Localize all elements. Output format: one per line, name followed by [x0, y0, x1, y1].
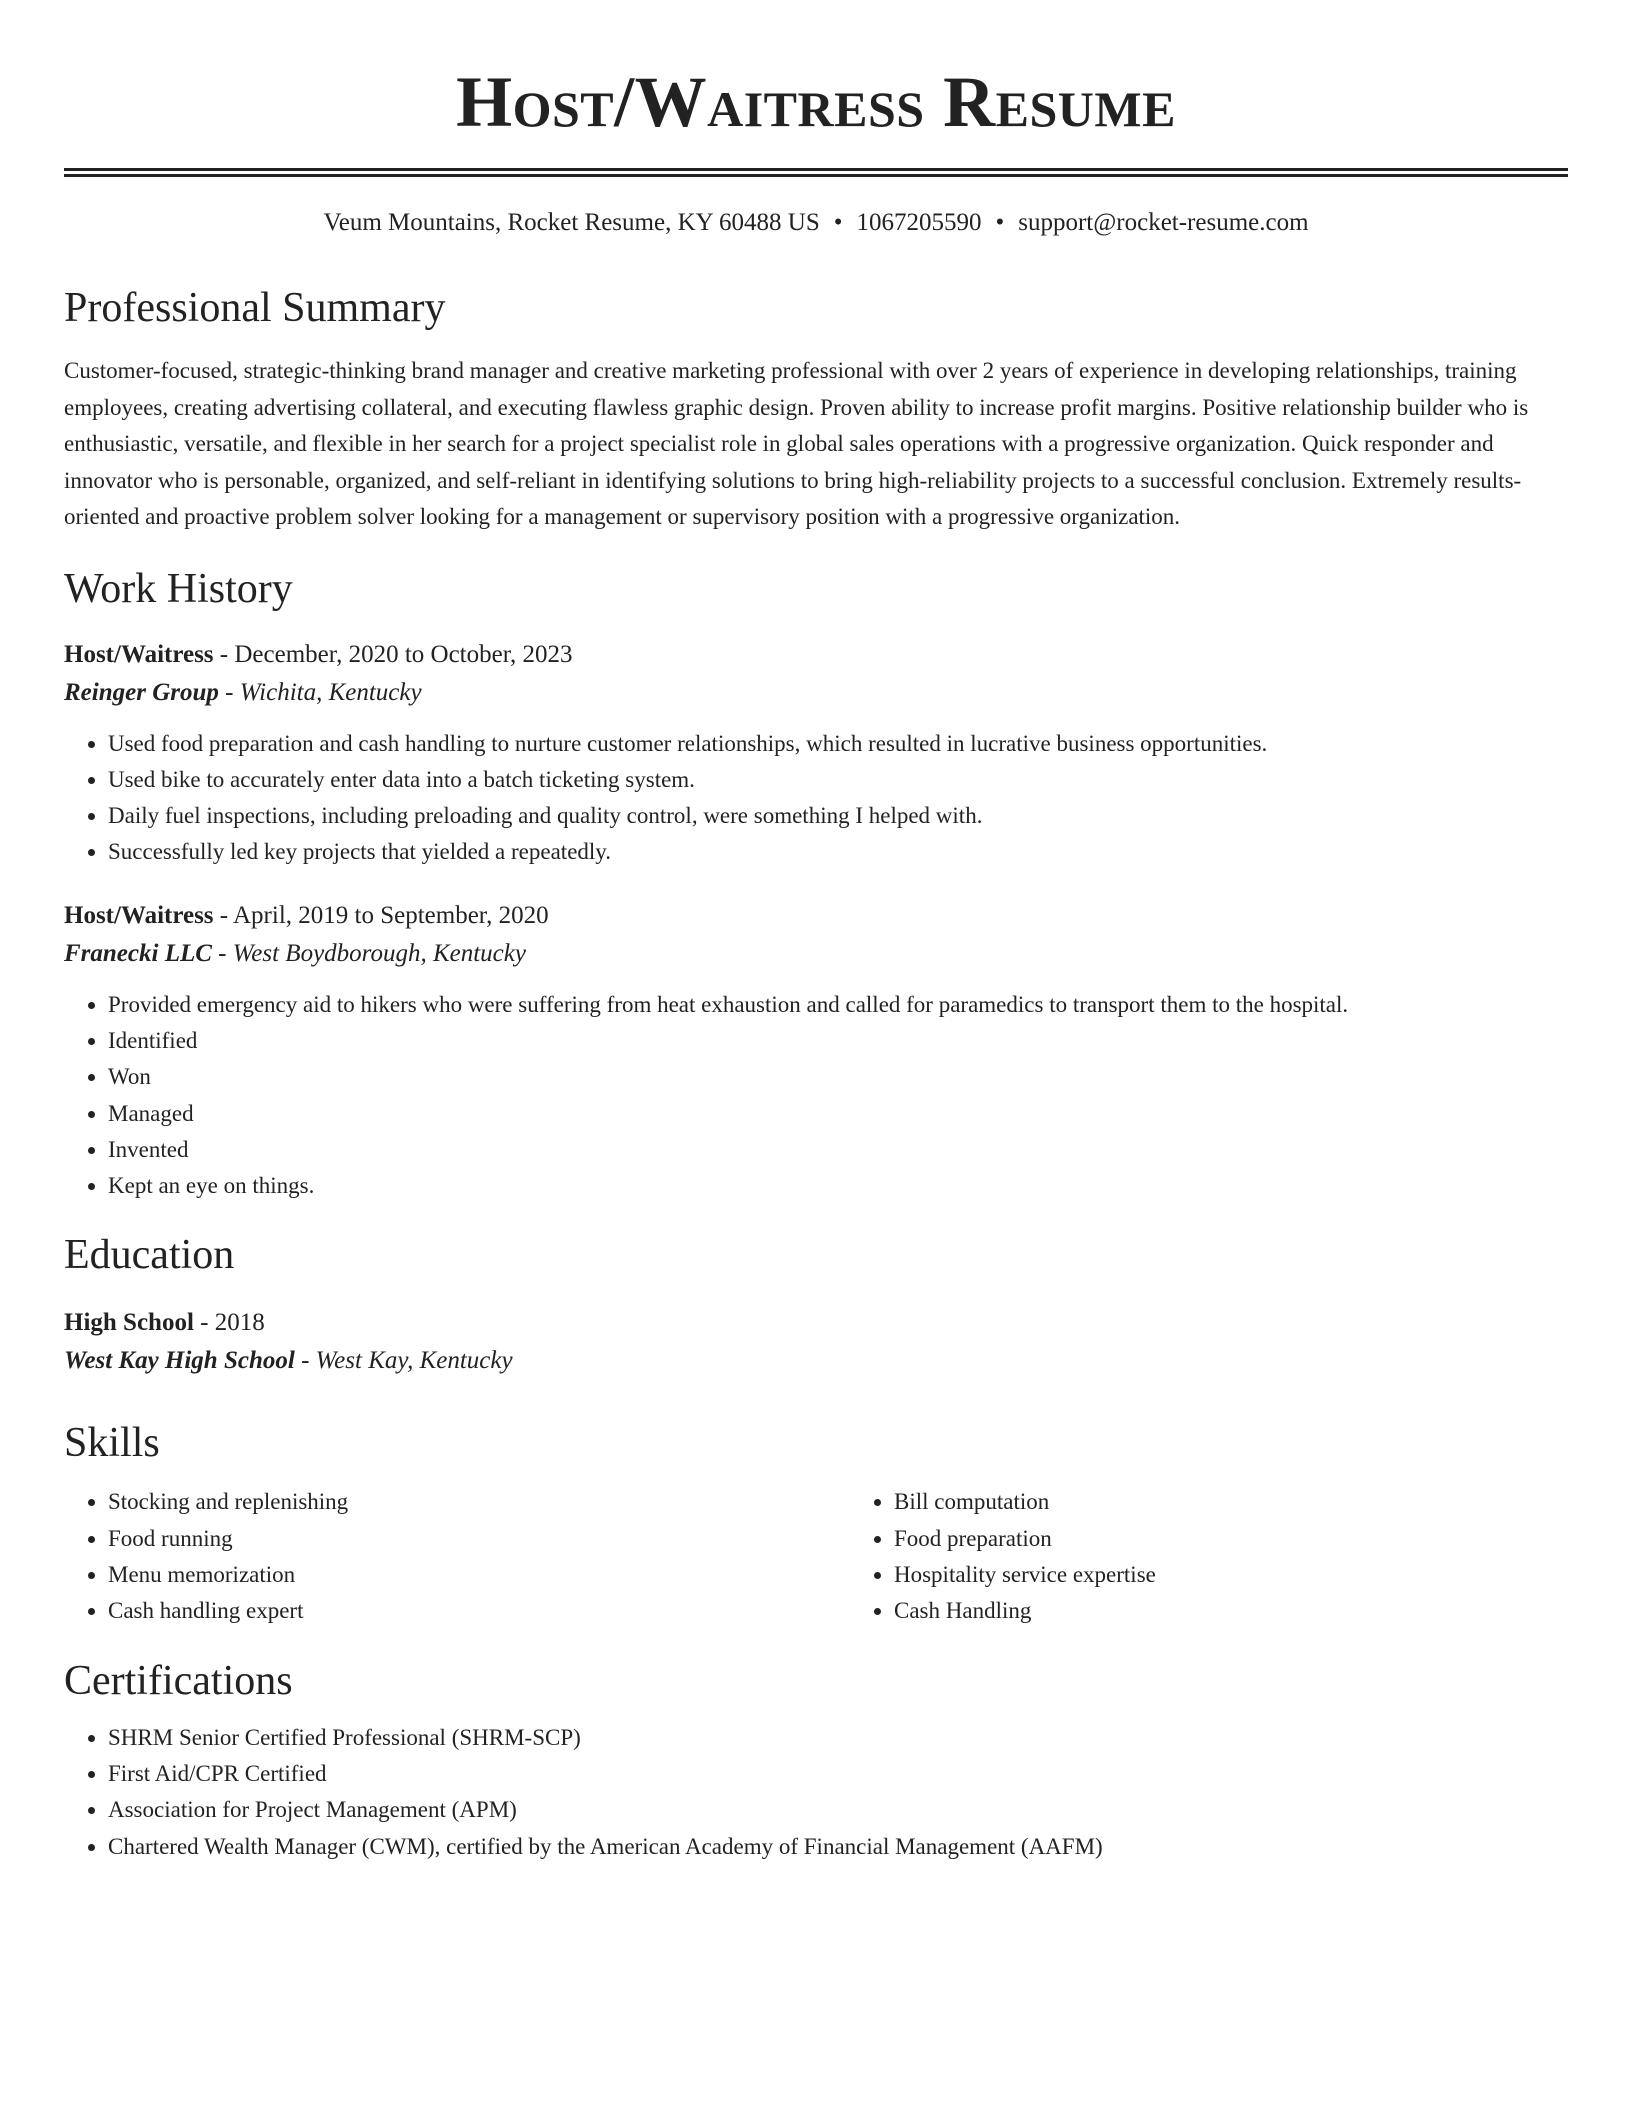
job-bullet: • Used food preparation and cash handling to nurture customer relationships, which resulted in lucrative business opportunities.	[108, 726, 1568, 762]
skill-item: • Bill computation	[894, 1484, 1632, 1520]
job-location: - Wichita, Kentucky	[218, 678, 422, 706]
contact-separator: •	[833, 209, 843, 236]
section-heading-work-history: Work History	[64, 565, 293, 612]
section-heading-summary: Professional Summary	[64, 285, 446, 331]
job-title-line	[64, 636, 1568, 674]
skill-item: • Cash Handling	[894, 1593, 1632, 1629]
education-degree: High School	[64, 1309, 194, 1337]
skill-item: • Cash handling expert	[108, 1593, 850, 1629]
job-dates: - April, 2019 to September, 2020	[213, 901, 549, 929]
contact-address: Veum Mountains, Rocket Resume, KY 60488 US	[323, 209, 820, 236]
job-bullet: • Provided emergency aid to hikers who were suffering from heat exhaustion and called for paramedics to transport them to the hospital.	[108, 987, 1568, 1023]
contact-phone: 1067205590	[856, 209, 982, 236]
title-divider	[64, 168, 1568, 177]
skill-item: • Food running	[108, 1521, 850, 1557]
education-degree-line	[64, 1304, 1568, 1342]
education-entry	[64, 1304, 1568, 1380]
skill-item: • Stocking and replenishing	[108, 1484, 850, 1520]
job-bullet: • Used bike to accurately enter data into a batch ticketing system.	[108, 762, 1568, 798]
job-bullet: • Invented	[108, 1132, 1568, 1168]
skill-item: • Hospitality service expertise	[894, 1557, 1632, 1593]
contact-line	[64, 207, 1568, 239]
job-location: - West Boydborough, Kentucky	[211, 939, 526, 967]
job-company: Reinger Group	[64, 678, 219, 706]
certification-item: • Chartered Wealth Manager (CWM), certified by the American Academy of Financial Management (AAFM)	[108, 1829, 1568, 1865]
skill-item: • Menu memorization	[108, 1557, 850, 1593]
education-location: - West Kay, Kentucky	[294, 1347, 513, 1375]
job-bullets	[64, 987, 1568, 1205]
education-school-line	[64, 1342, 1568, 1380]
section-heading-education: Education	[64, 1232, 235, 1279]
job-company: Franecki LLC	[64, 939, 212, 967]
resume-title: Host/Waitress Resume	[456, 62, 1176, 142]
skills-column-left	[64, 1484, 850, 1629]
job-bullet: • Daily fuel inspections, including preloading and quality control, were something I helped with.	[108, 798, 1568, 834]
skills-column-right	[850, 1484, 1632, 1629]
job-company-line	[64, 674, 1568, 712]
job-title: Host/Waitress	[64, 901, 214, 929]
job-entry	[64, 897, 1568, 1205]
skills-grid	[64, 1484, 1568, 1629]
summary-text: Customer-focused, strategic-thinking brand manager and creative marketing professional with over 2 years of experience in developing relationships, training employees, creating advertising collateral, and executing flawless graphic design. Proven ability to increase profit margins. Positive relationship builder who is enthusiastic, versatile, and flexible in her search for a project specialist role in global sales operations with a progressive organization. Quick responder and innovator who is personable, organized, and self-reliant in identifying solutions to bring high-reliability projects to a successful conclusion. Extremely results-oriented and proactive problem solver looking for a management or supervisory position with a progressive organization.	[64, 358, 1529, 529]
certification-item: • Association for Project Management (APM)	[108, 1792, 1568, 1828]
job-bullets	[64, 726, 1568, 871]
job-bullet: • Won	[108, 1059, 1568, 1095]
job-entry	[64, 636, 1568, 871]
job-bullet: • Identified	[108, 1023, 1568, 1059]
education-school: West Kay High School	[64, 1347, 295, 1375]
job-dates: - December, 2020 to October, 2023	[213, 640, 573, 668]
job-bullet: • Kept an eye on things.	[108, 1168, 1568, 1204]
skill-item: • Food preparation	[894, 1521, 1632, 1557]
contact-email: support@rocket-resume.com	[1018, 209, 1309, 236]
job-title-line	[64, 897, 1568, 935]
job-bullet: • Managed	[108, 1096, 1568, 1132]
job-bullet: • Successfully led key projects that yielded a repeatedly.	[108, 834, 1568, 870]
section-heading-skills: Skills	[64, 1420, 160, 1467]
certification-item: • First Aid/CPR Certified	[108, 1756, 1568, 1792]
contact-separator: •	[995, 209, 1005, 236]
certifications-list	[64, 1720, 1568, 1865]
certification-item: • SHRM Senior Certified Professional (SHRM-SCP)	[108, 1720, 1568, 1756]
section-heading-certifications: Certifications	[64, 1657, 293, 1704]
education-year: - 2018	[193, 1309, 265, 1337]
job-title: Host/Waitress	[64, 640, 214, 668]
job-company-line	[64, 935, 1568, 973]
